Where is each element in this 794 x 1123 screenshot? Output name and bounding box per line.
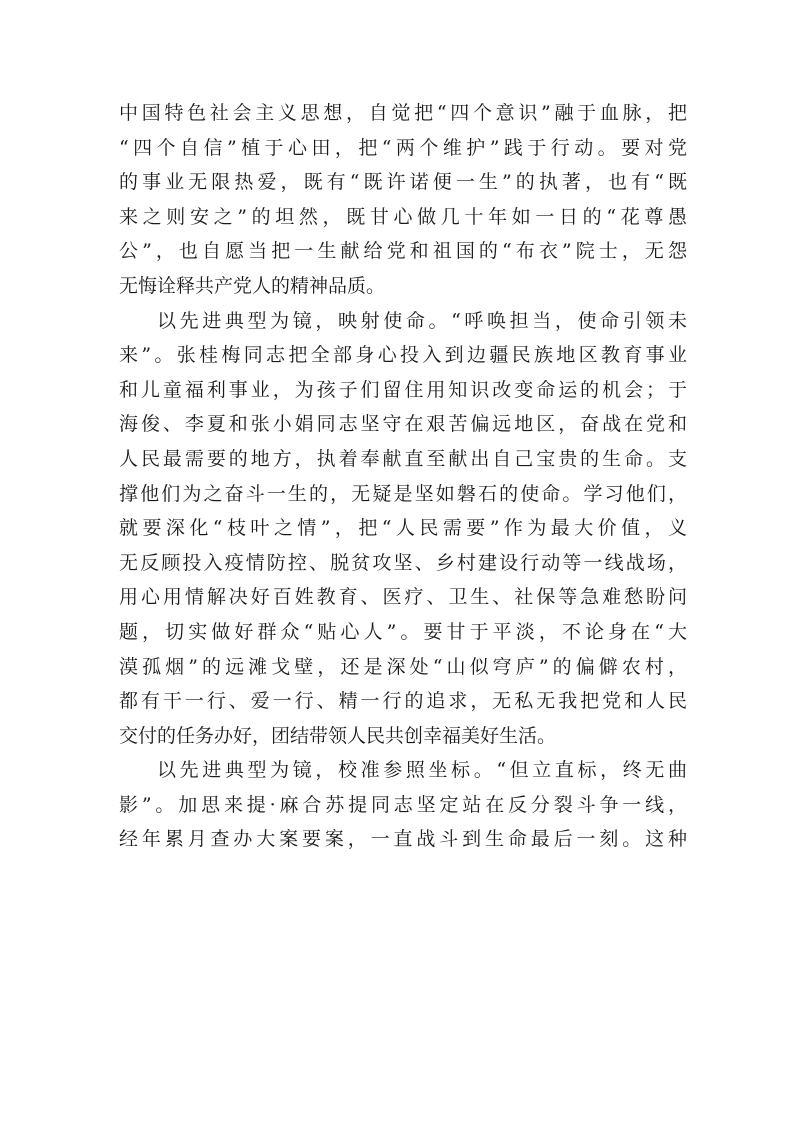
body-text [119,96,687,857]
text-line: 无悔诠释共产党人的精神品质。 [119,274,386,297]
text-line: “四个自信”植于心田，把“两个维护”践于行动。要对党 [119,136,687,159]
text-line: 用心用情解决好百姓教育、医疗、卫生、社保等急难愁盼问 [119,586,687,609]
text-line: 题，切实做好群众“贴心人”。要甘于平淡，不论身在“大 [119,620,687,643]
text-line: 交付的任务办好，团结带领人民共创幸福美好生活。 [119,724,557,747]
text-line: 影”。加思来提·麻合苏提同志坚定站在反分裂斗争一线， [119,793,687,816]
text-line: 来之则安之”的坦然，既甘心做几十年如一日的“花尊愚 [119,205,687,228]
text-line: 无反顾投入疫情防控、脱贫攻坚、乡村建设行动等一线战场， [119,551,687,574]
text-line: 和儿童福利事业，为孩子们留住用知识改变命运的机会；于 [119,378,687,401]
text-line: 撑他们为之奋斗一生的，无疑是坚如磐石的使命。学习他们， [119,482,687,505]
text-line: 的事业无限热爱，既有“既许诺便一生”的执著，也有“既 [119,171,687,194]
text-line: 人民最需要的地方，执着奉献直至献出自己宝贵的生命。支 [119,447,687,470]
text-line: 公”，也自愿当把一生献给党和祖国的“布衣”院士，无怨 [119,240,687,263]
text-line: 都有干一行、爱一行、精一行的追求，无私无我把党和人民 [119,690,687,713]
text-line: 经年累月查办大案要案，一直战斗到生命最后一刻。这种 [119,828,687,851]
paragraph-start-line: 以先进典型为镜，校准参照坐标。“但立直标，终无曲 [157,759,687,782]
paragraph-start-line: 以先进典型为镜，映射使命。“呼唤担当，使命引领未 [157,309,687,332]
text-line: 来”。张桂梅同志把全部身心投入到边疆民族地区教育事业 [119,344,687,367]
text-line: 中国特色社会主义思想，自觉把“四个意识”融于血脉，把 [119,102,687,124]
text-line: 漠孤烟”的远滩戈壁，还是深处“山似穹庐”的偏僻农村， [119,655,687,678]
text-line: 海俊、李夏和张小娟同志坚守在艰苦偏远地区，奋战在党和 [119,413,687,436]
text-line: 就要深化“枝叶之情”，把“人民需要”作为最大价值，义 [119,517,687,540]
